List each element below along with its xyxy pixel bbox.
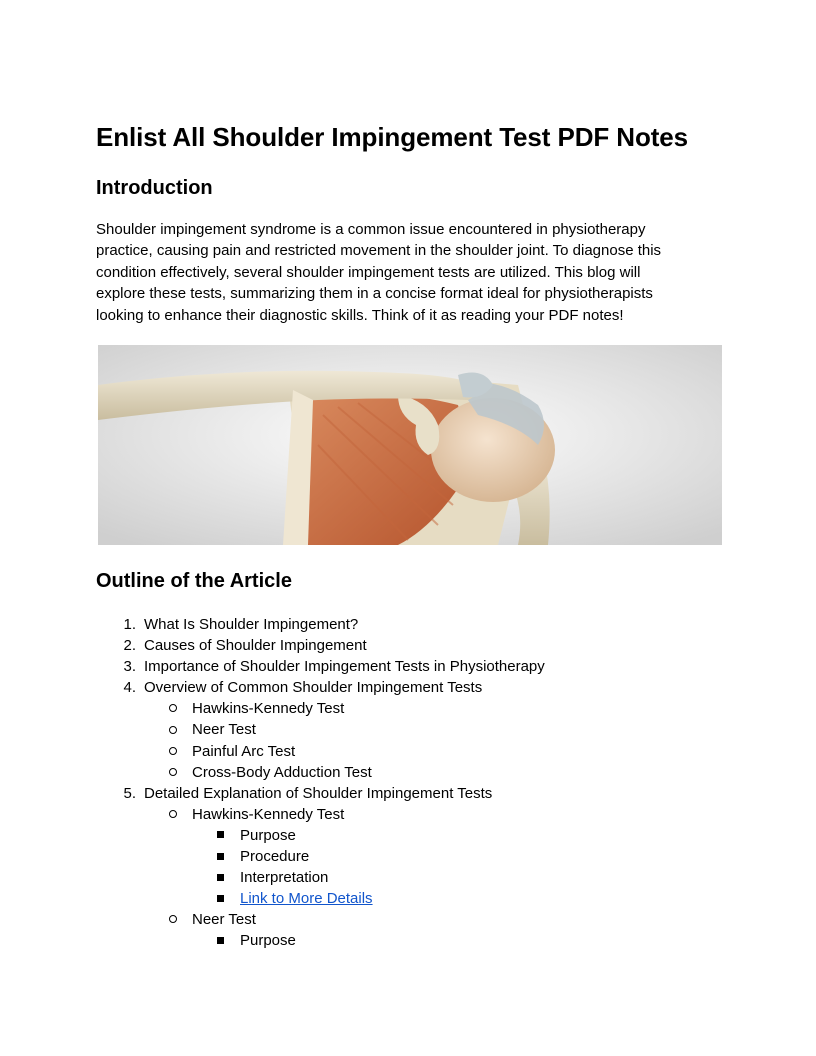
introduction-paragraph — [96, 219, 722, 326]
list-number: 2. — [123, 637, 136, 655]
list-item-text: Hawkins-Kennedy Test — [192, 805, 345, 823]
square-bullet-icon — [214, 825, 226, 846]
list-item-text: Hawkins-Kennedy Test — [192, 700, 345, 718]
list-item-text: Importance of Shoulder Impingement Tests in Physiotherapy — [144, 658, 545, 676]
list-item-text: Procedure — [240, 848, 310, 866]
list-number: 4. — [123, 679, 136, 697]
intro-line: practice, causing pain and restricted movement in the shoulder joint. To diagnose this — [96, 242, 662, 260]
list-number: 3. — [123, 658, 136, 676]
list-item-text: Neer Test — [192, 721, 256, 739]
list-item-text: Neer Test — [192, 911, 256, 929]
shoulder-anatomy-illustration-icon — [98, 345, 722, 545]
outline-heading: Outline of the Article — [96, 570, 292, 592]
list-item-text: Detailed Explanation of Shoulder Impingement Tests — [144, 784, 493, 802]
circle-bullet-icon — [168, 698, 178, 719]
intro-line: looking to enhance their diagnostic skills. Think of it as reading your PDF notes! — [96, 306, 624, 324]
list-item-text: Cross-Body Adduction Test — [192, 763, 372, 781]
list-item-text: Purpose — [240, 826, 296, 844]
circle-bullet-icon — [168, 909, 178, 930]
list-item-text: Overview of Common Shoulder Impingement Tests — [144, 679, 483, 697]
list-item-text: Causes of Shoulder Impingement — [144, 637, 367, 655]
square-bullet-icon — [214, 930, 226, 951]
circle-bullet-icon — [168, 762, 178, 783]
circle-bullet-icon — [168, 804, 178, 825]
list-item-text: What Is Shoulder Impingement? — [144, 616, 359, 633]
shoulder-anatomy-image — [98, 345, 722, 545]
list-item-text: Painful Arc Test — [192, 742, 296, 760]
circle-bullet-icon — [168, 741, 178, 762]
list-item-text: Purpose — [240, 932, 296, 950]
square-bullet-icon — [214, 888, 226, 909]
intro-line: explore these tests, summarizing them in a concise format ideal for physiotherapists — [96, 285, 653, 303]
page-title: Enlist All Shoulder Impingement Test PDF Notes — [96, 122, 689, 152]
introduction-heading: Introduction — [96, 177, 213, 199]
more-details-link[interactable]: Link to More Details — [240, 890, 373, 908]
intro-line: Shoulder impingement syndrome is a common issue encountered in physiotherapy — [96, 221, 646, 238]
circle-bullet-icon — [168, 719, 178, 740]
square-bullet-icon — [214, 846, 226, 867]
list-number: 1. — [123, 616, 136, 633]
square-bullet-icon — [214, 867, 226, 888]
intro-line: condition effectively, several shoulder impingement tests are utilized. This blog will — [96, 263, 641, 281]
list-item-text: Interpretation — [240, 869, 329, 887]
list-number: 5. — [123, 784, 136, 802]
